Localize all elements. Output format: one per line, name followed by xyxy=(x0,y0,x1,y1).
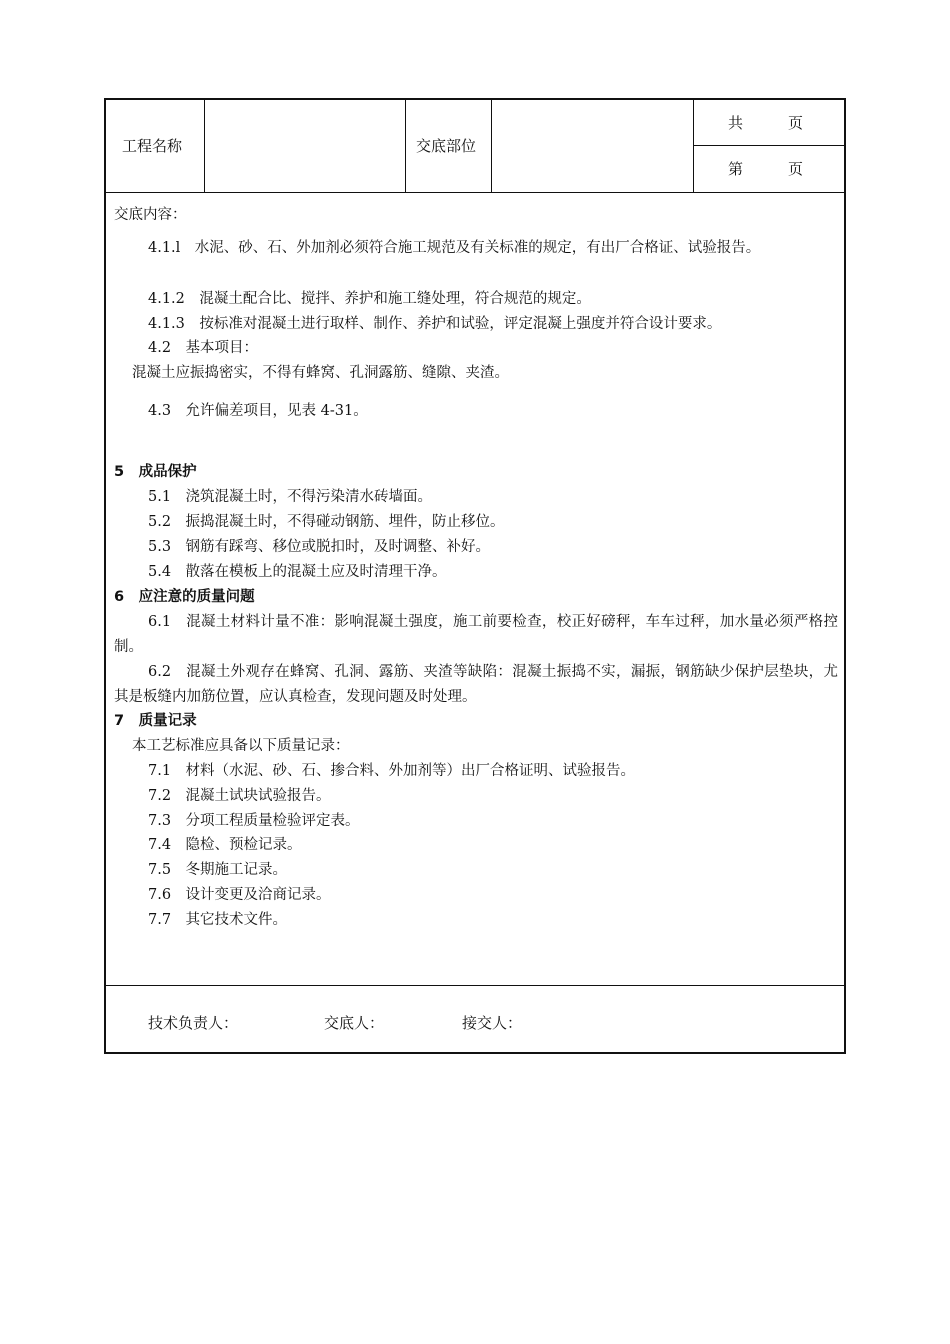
item-7-7: 7.7 其它技术文件。 xyxy=(148,912,288,928)
content-title: 交底内容： xyxy=(114,207,187,223)
total-pages-label: 共 页 xyxy=(728,114,804,132)
item-7-4: 7.4 隐检、预检记录。 xyxy=(148,837,302,853)
item-7-6: 7.6 设计变更及洽商记录。 xyxy=(148,887,331,903)
section-7-heading: 7 质量记录 xyxy=(114,713,197,729)
divider xyxy=(204,100,205,192)
item-4-2: 4.2 基本项目： xyxy=(148,340,259,356)
section-6-heading: 6 应注意的质量问题 xyxy=(114,589,255,605)
divider xyxy=(106,985,844,986)
item-6-2: 6.2 混凝土外观存在蜂窝、孔洞、露筋、夹渣等缺陷：混凝土振捣不实，漏振，钢筋缺少保护层垫块，尤其是板缝内加筋位置，应认真检查，发现问题及时处理。 xyxy=(114,664,838,705)
item-5-3: 5.3 钢筋有踩弯、移位或脱扣时，及时调整、补好。 xyxy=(148,539,491,555)
item-5-1: 5.1 浇筑混凝土时，不得污染清水砖墙面。 xyxy=(148,489,433,505)
item-4-1-3: 4.1.3 按标准对混凝土进行取样、制作、养护和试验，评定混凝上强度并符合设计要求。 xyxy=(148,316,722,332)
item-7-1: 7.1 材料（水泥、砂、石、掺合料、外加剂等）出厂合格证明、试验报告。 xyxy=(148,763,636,779)
tech-lead-label: 技术负责人： xyxy=(148,1014,239,1032)
item-4-1-1: 4.1.l 水泥、砂、石、外加剂必须符合施工规范及有关标准的规定，有出厂合格证、试验报告。 xyxy=(148,240,761,256)
item-7-5: 7.5 冬期施工记录。 xyxy=(148,862,288,878)
item-4-2-text: 混凝土应振捣密实，不得有蜂窝、孔洞露筋、缝隙、夹渣。 xyxy=(132,365,509,381)
section-7-intro: 本工艺标准应具备以下质量记录： xyxy=(132,738,350,754)
item-5-4: 5.4 散落在模板上的混凝土应及时清理干净。 xyxy=(148,564,447,580)
divider xyxy=(106,192,844,193)
item-6-1: 6.1 混凝土材料计量不准：影响混凝土强度，施工前要检查，校正好磅秤，车车过秤，加水量必须严格控制。 xyxy=(114,614,838,655)
item-7-3: 7.3 分项工程质量检验评定表。 xyxy=(148,813,360,829)
item-4-3: 4.3 允许偏差项目，见表 4-31。 xyxy=(148,403,368,419)
handover-form xyxy=(104,98,846,1054)
received-by-label: 接交人： xyxy=(462,1014,523,1032)
item-4-1-2: 4.1.2 混凝土配合比、搅拌、养护和施工缝处理，符合规范的规定。 xyxy=(148,291,591,307)
divider xyxy=(693,100,694,192)
divider xyxy=(405,100,406,192)
item-5-2: 5.2 振捣混凝土时，不得碰动钢筋、埋件，防止移位。 xyxy=(148,514,505,530)
item-7-2: 7.2 混凝土试块试验报告。 xyxy=(148,788,331,804)
page-number-label: 第 页 xyxy=(728,160,804,178)
divider xyxy=(693,145,844,146)
handover-by-label: 交底人： xyxy=(324,1014,385,1032)
section-5-heading: 5 成品保护 xyxy=(114,464,197,480)
divider xyxy=(491,100,492,192)
location-label: 交底部位 xyxy=(416,137,477,155)
project-name-label: 工程名称 xyxy=(122,137,183,155)
